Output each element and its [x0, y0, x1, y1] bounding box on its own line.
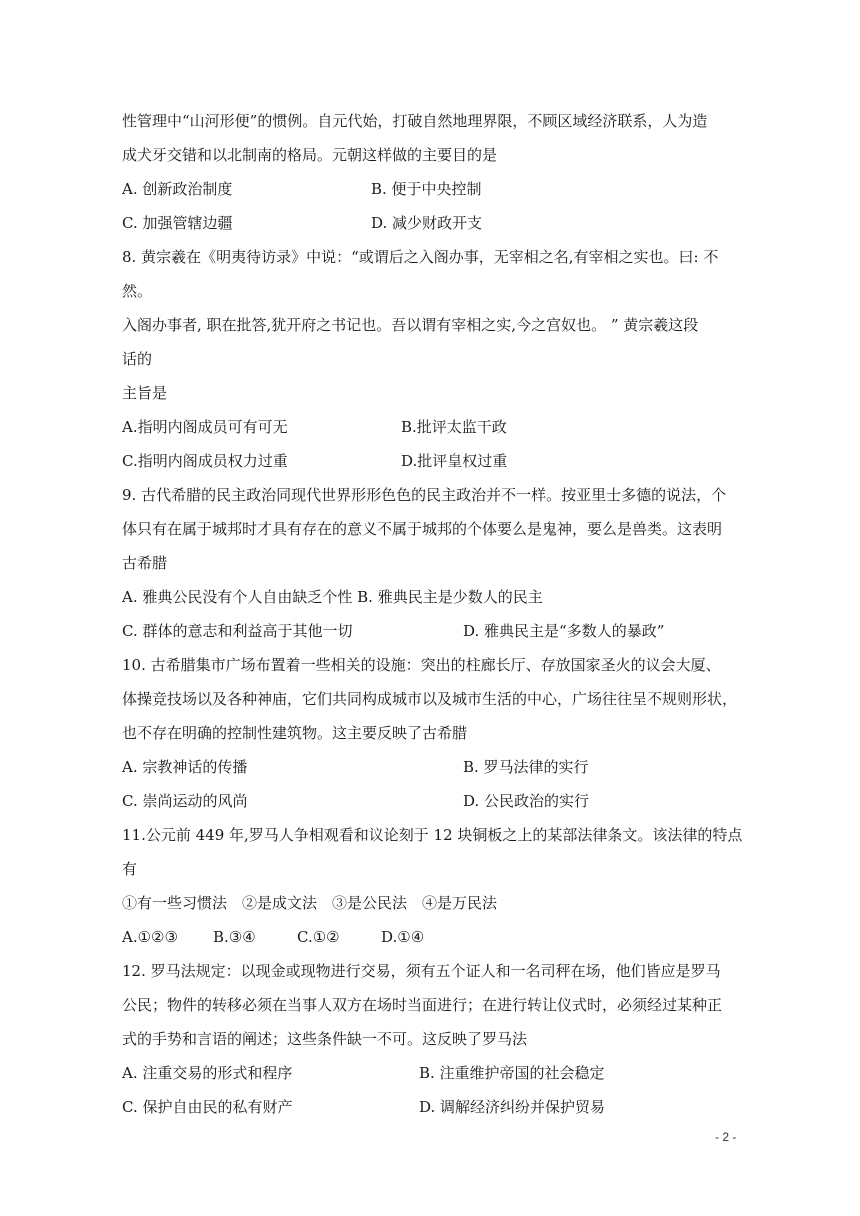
q11-option-d: D.①④: [381, 928, 425, 946]
q11-stem-line: 有: [122, 860, 138, 878]
q9-stem-line: 体只有在属于城邦时才具有存在的意义不属于城邦的个体要么是鬼神，要么是兽类。这表明: [122, 520, 723, 538]
q8-stem-line: 8. 黄宗羲在《明夷待访录》中说：“或谓后之入阁办事，无宰相之名,有宰相之实也。曰: 不: [122, 248, 719, 266]
q11-option-a: A.①②③: [122, 928, 178, 946]
q12-stem-line: 12. 罗马法规定：以现金或现物进行交易，须有五个证人和一名司秤在场，他们皆应是罗马: [122, 962, 721, 980]
q9-option-ab: A. 雅典公民没有个人自由缺乏个性 B. 雅典民主是少数人的民主: [122, 588, 543, 606]
q8-option-b: B.批评太监干政: [401, 418, 507, 436]
q12-option-a: A. 注重交易的形式和程序: [122, 1064, 293, 1082]
q11-stem-line: 11.公元前 449 年,罗马人争相观看和议论刻于 12 块铜板之上的某部法律条文。该法律的特点: [122, 826, 743, 844]
q12-option-c: C. 保护自由民的私有财产: [122, 1098, 293, 1116]
q11-option-c: C.①②: [297, 928, 340, 946]
q8-option-d: D.批评皇权过重: [401, 452, 508, 470]
page-number: - 2 -: [715, 1130, 737, 1144]
q8-stem-line: 话的: [122, 350, 153, 368]
q12-stem-line: 式的手势和言语的阐述；这些条件缺一不可。这反映了罗马法: [122, 1030, 528, 1048]
q7-option-d: D. 减少财政开支: [371, 214, 483, 232]
q8-stem-line: 然。: [122, 282, 153, 300]
q10-stem-line: 10. 古希腊集市广场布置着一些相关的设施：突出的柱廊长厅、存放国家圣火的议会大厦、: [122, 656, 721, 674]
q7-option-b: B. 便于中央控制: [371, 180, 482, 198]
q8-stem-line: 入阁办事者, 职在批答,犹开府之书记也。吾以谓有宰相之实,今之宫奴也。 ” 黄宗羲这段: [122, 316, 699, 334]
q7-stem-line: 性管理中“山河形便”的惯例。自元代始，打破自然地理界限，不顾区域经济联系，人为造: [122, 112, 708, 130]
q8-option-c: C.指明内阁成员权力过重: [122, 452, 288, 470]
q12-option-d: D. 调解经济纠纷并保护贸易: [419, 1098, 606, 1116]
q9-stem-line: 古希腊: [122, 554, 168, 572]
q10-stem-line: 体操竞技场以及各种神庙，它们共同构成城市以及城市生活的中心，广场往往呈不规则形状，: [122, 690, 738, 708]
q10-option-b: B. 罗马法律的实行: [463, 758, 589, 776]
q7-option-a: A. 创新政治制度: [122, 180, 233, 198]
q10-stem-line: 也不存在明确的控制性建筑物。这主要反映了古希腊: [122, 724, 468, 742]
q10-option-a: A. 宗教神话的传播: [122, 758, 248, 776]
q10-option-d: D. 公民政治的实行: [463, 792, 590, 810]
q7-option-c: C. 加强管辖边疆: [122, 214, 233, 232]
q9-option-c: C. 群体的意志和利益高于其他一切: [122, 622, 353, 640]
q9-stem-line: 9. 古代希腊的民主政治同现代世界形形色色的民主政治并不一样。按亚里士多德的说法，个: [122, 486, 727, 504]
q12-option-b: B. 注重维护帝国的社会稳定: [419, 1064, 605, 1082]
q12-stem-line: 公民；物件的转移必须在当事人双方在场时当面进行；在进行转让仪式时，必须经过某种正: [122, 996, 723, 1014]
q11-option-b: B.③④: [213, 928, 256, 946]
q8-option-a: A.指明内阁成员可有可无: [122, 418, 288, 436]
q10-option-c: C. 崇尚运动的风尚: [122, 792, 248, 810]
q11-statements: ①有一些习惯法 ②是成文法 ③是公民法 ④是万民法: [122, 894, 498, 912]
q9-option-d: D. 雅典民主是“多数人的暴政”: [463, 622, 665, 640]
q7-stem-line: 成犬牙交错和以北制南的格局。元朝这样做的主要目的是: [122, 146, 498, 164]
q8-stem-line: 主旨是: [122, 384, 168, 402]
